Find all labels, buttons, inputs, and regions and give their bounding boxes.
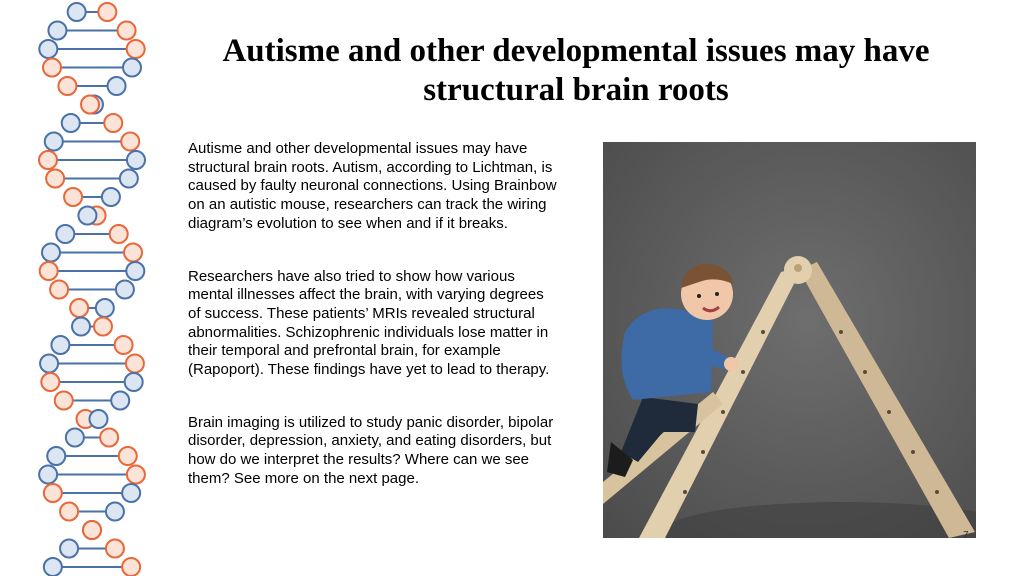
- dna-node: [58, 77, 76, 95]
- dna-node: [110, 225, 128, 243]
- dna-node: [118, 22, 136, 40]
- dna-node: [111, 392, 129, 410]
- dna-node: [106, 540, 124, 558]
- dna-node: [39, 40, 57, 58]
- dna-node: [124, 244, 142, 262]
- dna-node: [68, 3, 86, 21]
- slide-title: Autisme and other developmental issues may have structural brain roots: [222, 33, 930, 108]
- dna-node: [123, 59, 141, 77]
- dna-node: [39, 151, 57, 169]
- page-number: 7: [963, 530, 969, 541]
- dna-node: [40, 262, 58, 280]
- dna-node: [98, 3, 116, 21]
- dna-node: [44, 558, 62, 576]
- dna-node: [108, 77, 126, 95]
- body-text: [188, 140, 558, 523]
- dna-node: [60, 540, 78, 558]
- dna-node: [46, 170, 64, 188]
- dna-node: [126, 355, 144, 373]
- dna-node: [94, 318, 112, 336]
- dna-node: [106, 503, 124, 521]
- dna-node: [40, 355, 58, 373]
- dna-node: [42, 244, 60, 262]
- dna-node: [43, 59, 61, 77]
- dna-node: [60, 503, 78, 521]
- dna-node: [47, 447, 65, 465]
- paragraph-1: Autisme and other developmental issues may have structural brain roots. Autism, according to Lichtman, is caused by faulty neuronal connections. Using Brainbow on an autistic mouse, researchers can track the wiring diagram’s evolution to see when and if it breaks.: [188, 140, 557, 232]
- dna-node: [45, 133, 63, 151]
- dna-node: [64, 188, 82, 206]
- dna-node: [55, 392, 73, 410]
- dna-node: [50, 281, 68, 299]
- dna-node: [48, 22, 66, 40]
- dna-node: [115, 336, 133, 354]
- photo-child-climbing: [603, 142, 976, 538]
- dna-node: [121, 133, 139, 151]
- dna-node: [51, 336, 69, 354]
- dna-node: [44, 484, 62, 502]
- dna-node: [120, 170, 138, 188]
- dna-node: [102, 188, 120, 206]
- dna-node: [62, 114, 80, 132]
- dna-node: [122, 484, 140, 502]
- paragraph-3: Brain imaging is utilized to study panic disorder, bipolar disorder, depression, anxiety, and eating disorders, but how do we interpret the results? Where can we see them? See more on the next page.: [188, 413, 554, 487]
- dna-node: [83, 521, 101, 539]
- dna-node: [119, 447, 137, 465]
- dna-node: [96, 299, 114, 317]
- dna-node: [66, 429, 84, 447]
- dna-node: [127, 151, 145, 169]
- dna-node: [126, 262, 144, 280]
- dna-node: [39, 466, 57, 484]
- dna-node: [125, 373, 143, 391]
- dna-node: [100, 429, 118, 447]
- paragraph-2: Researchers have also tried to show how various mental illnesses affect the brain, with varying degrees of success. These patients’ MRIs revealed structural abnormalities. Schizophrenic individuals lose matter in their temporal and prefrontal brain, for example (Rapoport). These findings have yet to lead to therapy.: [188, 267, 550, 379]
- dna-node: [122, 558, 140, 576]
- dna-node: [89, 410, 107, 428]
- dna-node: [81, 96, 99, 114]
- dna-node: [127, 466, 145, 484]
- dna-node: [41, 373, 59, 391]
- dna-node: [127, 40, 145, 58]
- dna-node: [104, 114, 122, 132]
- dna-node: [56, 225, 74, 243]
- dna-node: [72, 318, 90, 336]
- dna-node: [78, 207, 96, 225]
- dna-node: [116, 281, 134, 299]
- dna-helix-icon: [28, 0, 156, 576]
- dna-node: [70, 299, 88, 317]
- photo-illustration: [603, 142, 976, 538]
